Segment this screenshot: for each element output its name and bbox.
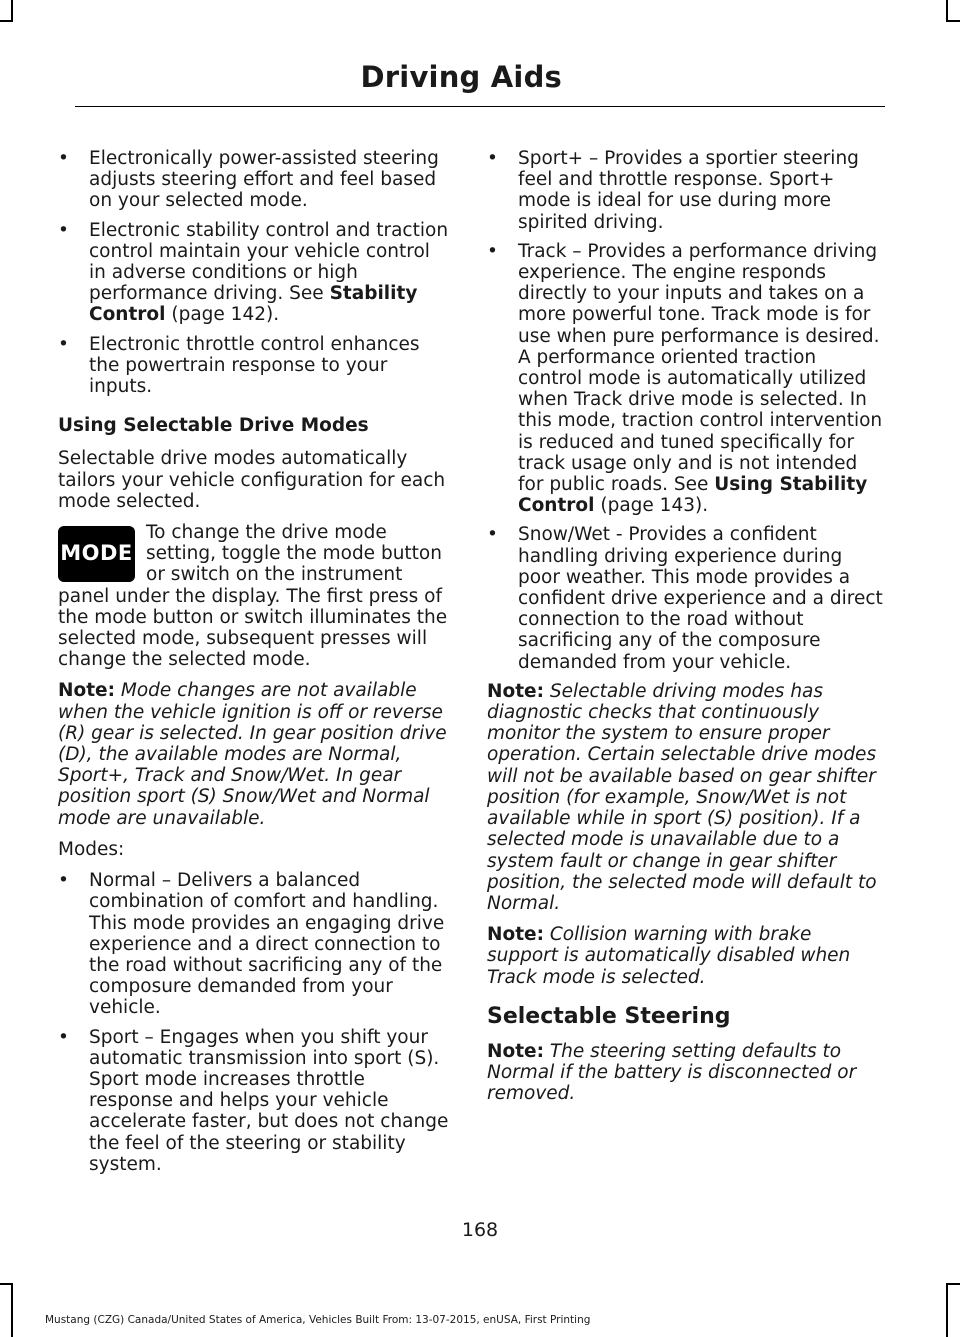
bullet: •	[58, 333, 69, 355]
bullet: •	[58, 1026, 69, 1048]
mode-paragraph	[58, 522, 450, 670]
crop-mark-top-left	[0, 20, 13, 22]
list-item-text: Electronic stability control and traction control maintain your vehicle control in adverse conditions or high performance driving. See	[89, 219, 449, 305]
list-item	[58, 220, 450, 326]
bullet: •	[487, 524, 498, 546]
list-item	[58, 148, 450, 212]
note-text: The steering setting defaults to Normal if the battery is disconnected or removed.	[487, 1040, 857, 1105]
note-label: Note:	[58, 680, 115, 702]
list-item-text: Normal – Delivers a balanced combination of comfort and handling. This mode provides an engaging drive experience and a direct connection to the road without sacrificing any of the composure demanded from your vehicle.	[89, 870, 445, 1019]
crop-mark-bottom-left	[11, 1283, 13, 1337]
using-stability-control-link[interactable]: Using Stability Control	[518, 474, 868, 517]
header-divider	[75, 106, 885, 107]
note-label: Note:	[487, 1040, 544, 1062]
list-item-text: Electronic throttle control enhances the powertrain response to your inputs.	[89, 333, 420, 398]
right-column	[487, 148, 883, 1115]
page-number: 168	[461, 1219, 499, 1241]
crop-mark-top-right	[946, 20, 960, 22]
list-item	[487, 148, 883, 233]
crop-mark-bottom-right	[946, 1283, 960, 1285]
page-title: Driving Aids	[360, 60, 562, 94]
list-item	[58, 334, 450, 398]
bullet: •	[487, 240, 498, 262]
note-text: Selectable driving modes has diagnostic checks that continuously monitor the system to ensure proper operation. Certain selectable drive modes will not be available based on gear shifter position (for example, Snow/Wet is not available while in sport (S) position). If a selected mode is unavailable due to a system fault or change in gear shifter position, the selected mode will default to Normal.	[487, 680, 877, 914]
note-paragraph	[58, 680, 450, 828]
bullet: •	[58, 148, 69, 169]
list-item	[487, 524, 883, 672]
bullet: •	[58, 870, 69, 892]
section-heading: Selectable Steering	[487, 1003, 731, 1029]
note-text: Collision warning with brake support is automatically disabled when Track mode is selected.	[487, 924, 851, 988]
left-column	[58, 148, 450, 1183]
list-item	[487, 241, 883, 517]
list-item	[58, 870, 450, 1018]
list-item	[58, 1027, 450, 1175]
list-item-text: Snow/Wet - Provides a confident handling driving experience during poor weather. This mode provides a confident drive experience and a direct connection to the road without sacrificing any of the composure demanded from your vehicle.	[518, 524, 883, 673]
note-paragraph	[487, 1041, 883, 1105]
stability-control-link[interactable]: Stability Control	[89, 283, 418, 326]
bullet: •	[487, 148, 498, 169]
list-item-text: Electronically power-assisted steering adjusts steering effort and feel based on your selected mode.	[89, 148, 439, 212]
note-label: Note:	[487, 924, 544, 946]
modes-list-continued	[487, 148, 883, 673]
mode-button-icon: MODE	[58, 526, 135, 582]
section-subheading: Using Selectable Drive Modes	[58, 415, 369, 437]
note-label: Note:	[487, 680, 544, 702]
list-item-text: Track – Provides a performance driving experience. The engine responds directly to your inputs and takes on a more powerful tone. Track mode is for use when pure performance is desired. A performance oriented traction control mode is automatically utilized when Track drive mode is selected. In this mode, traction control intervention is reduced and tuned specifically for track usage only and is not intended for public roads. See	[518, 240, 883, 496]
note-paragraph	[487, 681, 883, 914]
intro-paragraph: Selectable drive modes automatically tailors your vehicle configuration for each mode selected.	[58, 448, 446, 512]
footer-text: Mustang (CZG) Canada/United States of America, Vehicles Built From: 13-07-2015, enUSA, First Printing	[45, 1314, 591, 1326]
list-item-text: Sport+ – Provides a sportier steering feel and throttle response. Sport+ mode is ideal for use during more spirited driving.	[518, 148, 859, 233]
list-item-text: Sport – Engages when you shift your automatic transmission into sport (S). Sport mode increases throttle response and helps your vehicle accelerate faster, but does not change the feel of the steering or stability system.	[89, 1026, 449, 1175]
bullet: •	[58, 219, 69, 241]
page-reference: (page 142).	[165, 304, 280, 326]
crop-mark-top-right	[946, 0, 948, 22]
modes-list	[58, 870, 450, 1175]
modes-label: Modes:	[58, 838, 125, 860]
crop-mark-bottom-left	[0, 1283, 13, 1285]
features-list	[58, 148, 450, 397]
crop-mark-top-left	[11, 0, 13, 22]
crop-mark-bottom-right	[946, 1283, 948, 1337]
note-paragraph	[487, 924, 883, 988]
note-text: Mode changes are not available when the vehicle ignition is off or reverse (R) gear is selected. In gear position drive (D), the available modes are Normal, Sport+, Track and Snow/Wet. In gear position sport (S) Snow/Wet and Normal mode are unavailable.	[58, 680, 447, 829]
page-reference: (page 143).	[594, 495, 709, 517]
mode-paragraph-text: To change the drive mode setting, toggle the mode button or switch on the instrument panel under the display. The first press of the mode button or switch illuminates the selected mode, subsequent presses will change the selected mode.	[58, 522, 448, 671]
